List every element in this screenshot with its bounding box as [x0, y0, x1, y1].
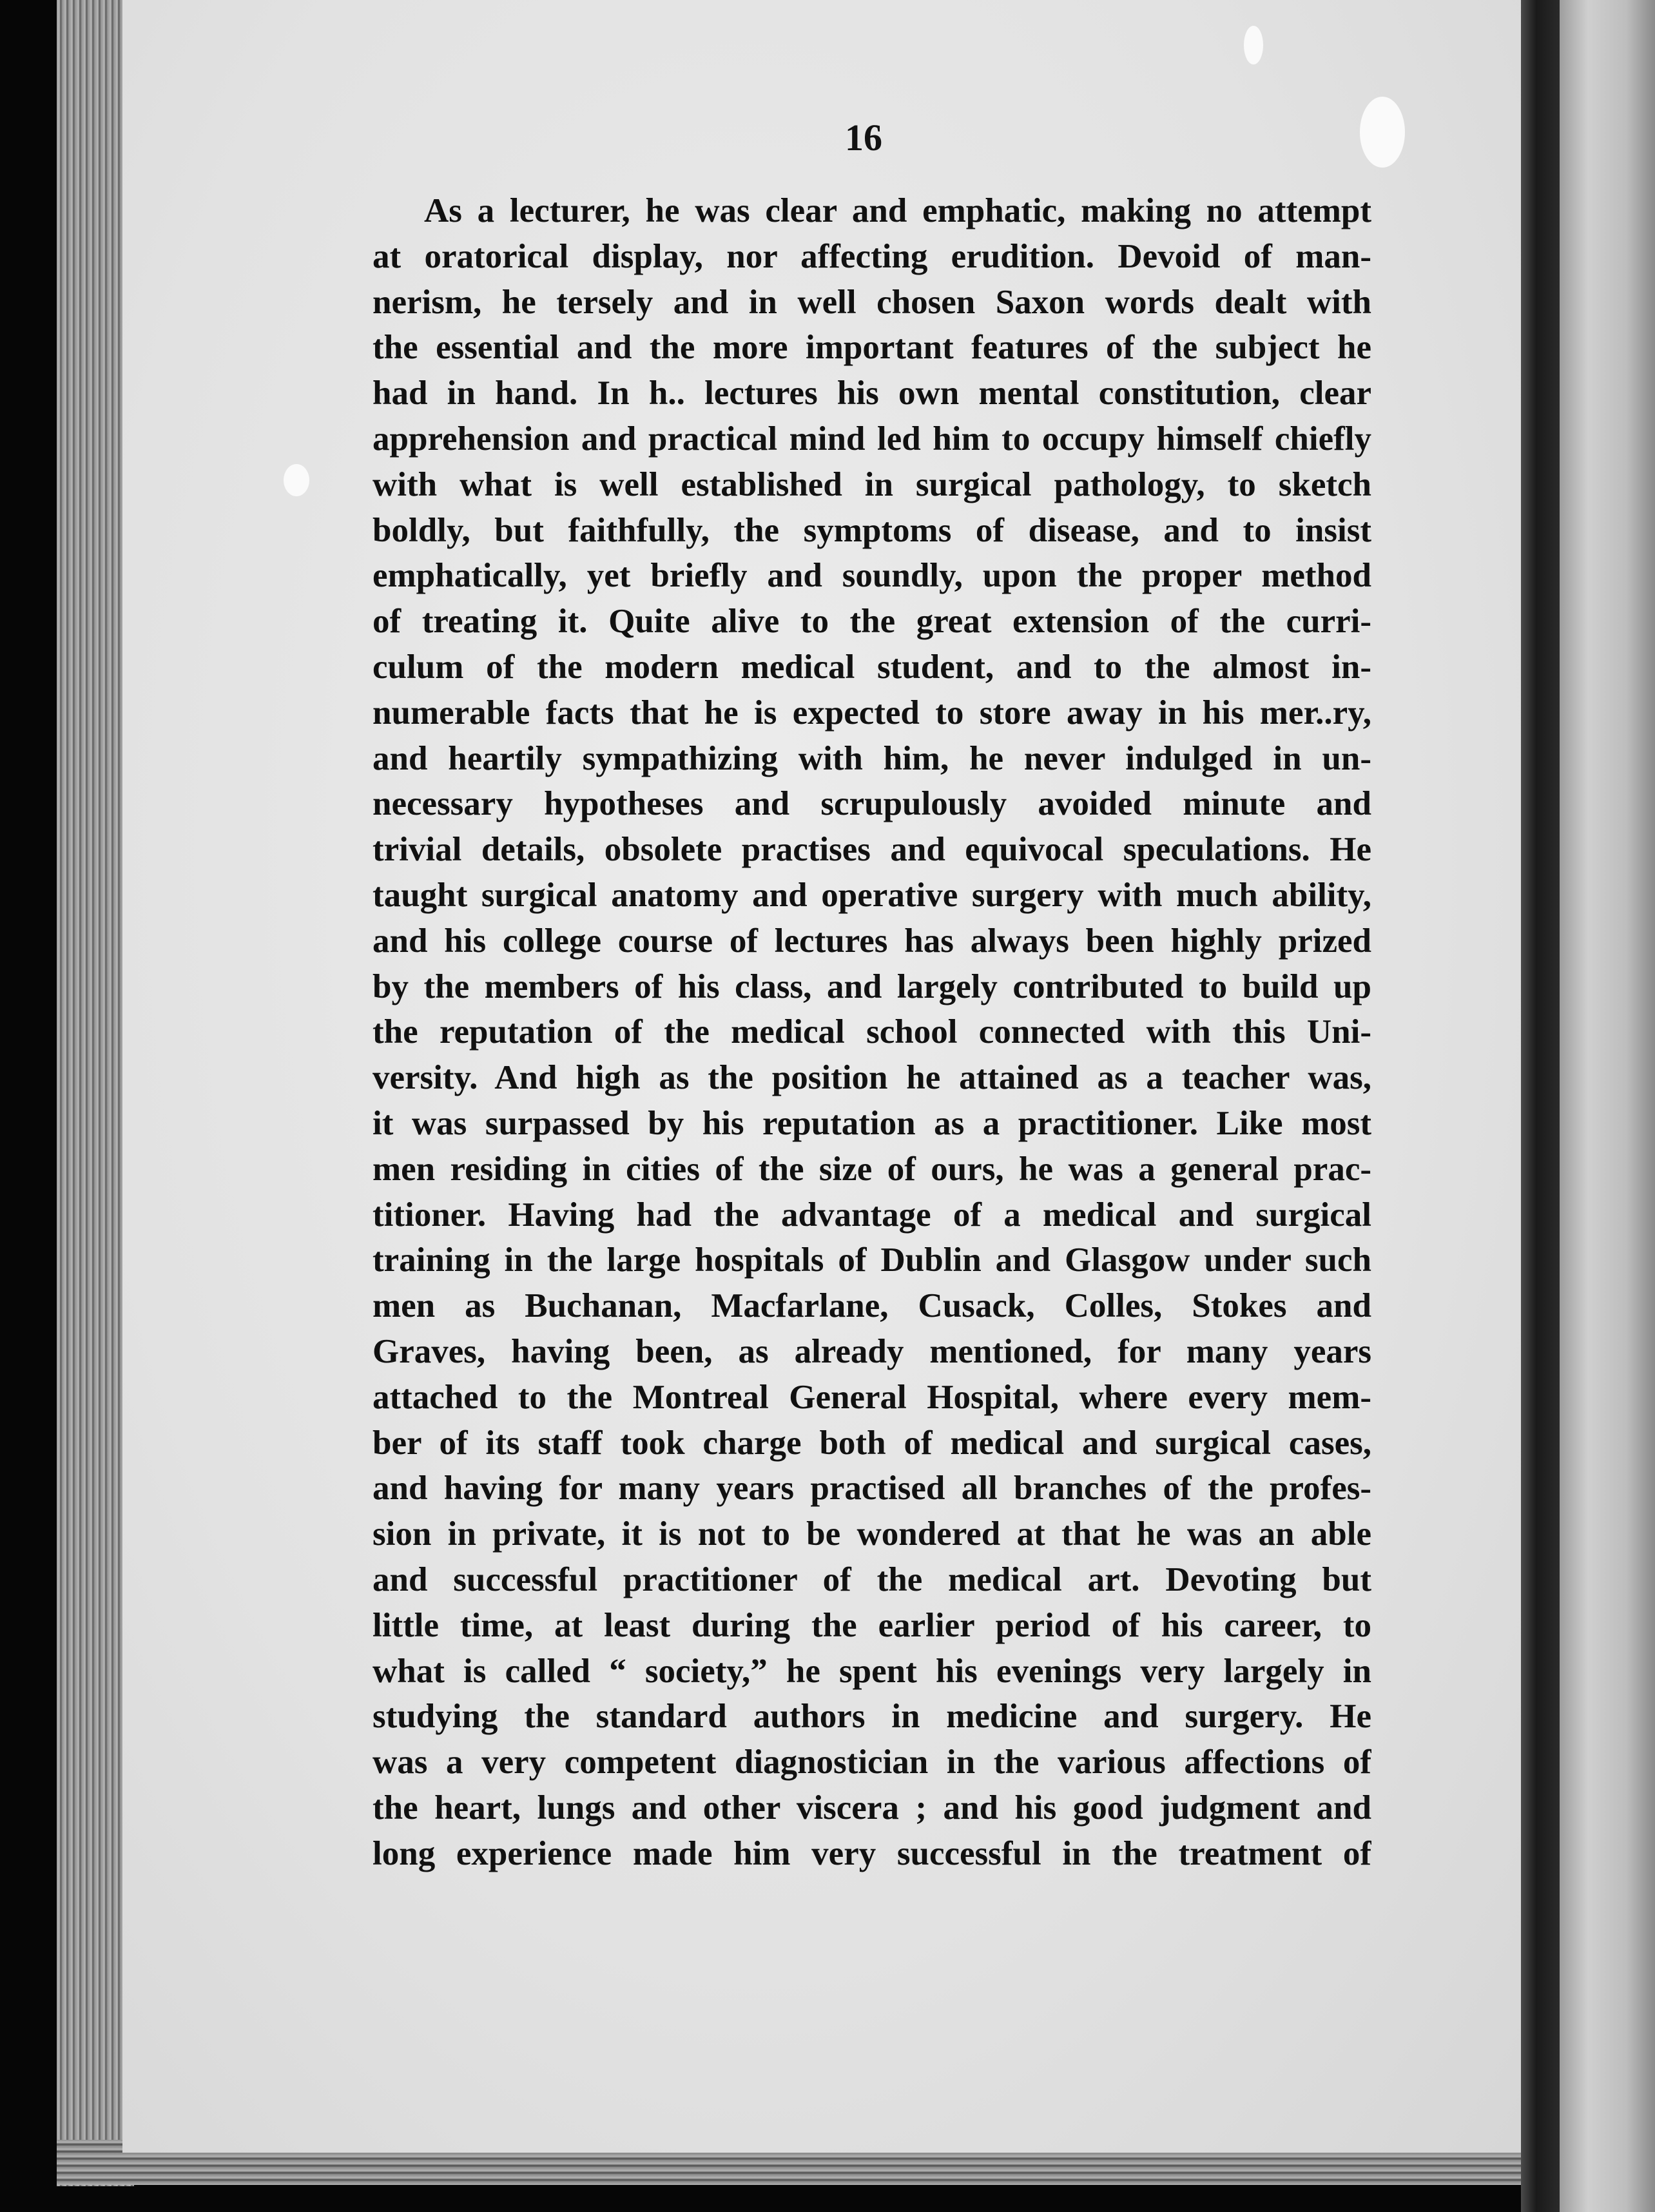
text-line: numerable facts that he is expected to store away in his mer..ry, [373, 694, 1371, 732]
text-line: long experience made him very successful in the treatment of [373, 1834, 1371, 1872]
text-line: culum of the modern medical student, and to the almost in- [373, 648, 1371, 686]
text-line: titioner. Having had the advantage of a medical and surgical [373, 1196, 1371, 1234]
scan-speck [284, 464, 309, 496]
text-line: As a lecturer, he was clear and emphatic, making no attempt [424, 192, 1371, 229]
book-gutter-shadow [1521, 0, 1560, 2212]
text-line: ber of its staff took charge both of medical and surgical cases, [373, 1424, 1371, 1462]
text-line: and heartily sympathizing with him, he never indulged in un- [373, 739, 1371, 777]
text-line: emphatically, yet briefly and soundly, upon the proper method [373, 557, 1371, 595]
text-line: training in the large hospitals of Dublin and Glasgow under such [373, 1241, 1371, 1279]
text-line: men as Buchanan, Macfarlane, Cusack, Colles, Stokes and [373, 1287, 1371, 1325]
text-line: Graves, having been, as already mentioned, for many years [373, 1332, 1371, 1370]
text-line: and successful practitioner of the medical art. Devoting but [373, 1560, 1371, 1598]
text-line: and having for many years practised all branches of the profes- [373, 1470, 1371, 1508]
text-line: the heart, lungs and other viscera ; and his good judgment and [373, 1789, 1371, 1827]
text-line: the reputation of the medical school connected with this Uni- [373, 1013, 1371, 1051]
text-line: by the members of his class, and largely contributed to build up [373, 967, 1371, 1005]
text-line: men residing in cities of the size of ours, he was a general prac- [373, 1150, 1371, 1188]
text-line: trivial details, obsolete practises and equivocal speculations. He [373, 831, 1371, 869]
text-line: the essential and the more important features of the subject he [373, 329, 1371, 367]
text-line: what is called “ society,” he spent his evenings very largely in [373, 1652, 1371, 1690]
text-line: of treating it. Quite alive to the great extension of the curri- [373, 603, 1371, 641]
text-line: studying the standard authors in medicine and surgery. He [373, 1698, 1371, 1736]
text-line: attached to the Montreal General Hospital, where every mem- [373, 1378, 1371, 1416]
adjacent-page-edge [1560, 0, 1655, 2212]
text-line: apprehension and practical mind led him to occupy himself chiefly [373, 420, 1371, 458]
text-line: at oratorical display, nor affecting erudition. Devoid of man- [373, 237, 1371, 275]
page-number: 16 [845, 117, 882, 159]
text-line: boldly, but faithfully, the symptoms of disease, and to insist [373, 511, 1371, 549]
text-line: necessary hypotheses and scrupulously avoided minute and [373, 785, 1371, 823]
scan-speck [1360, 97, 1405, 168]
text-line: taught surgical anatomy and operative surgery with much ability, [373, 876, 1371, 914]
text-line: was a very competent diagnostician in the various affections of [373, 1743, 1371, 1781]
text-line: sion in private, it is not to be wondered at that he was an able [373, 1515, 1371, 1553]
text-line: and his college course of lectures has always been highly prized [373, 922, 1371, 960]
text-line: nerism, he tersely and in well chosen Saxon words dealt with [373, 283, 1371, 321]
text-line: had in hand. In h.. lectures his own mental constitution, clear [373, 374, 1371, 412]
scan-speck [1244, 26, 1263, 64]
text-line: versity. And high as the position he attained as a teacher was, [373, 1059, 1371, 1097]
text-line: with what is well established in surgical pathology, to sketch [373, 465, 1371, 503]
body-paragraph [373, 188, 1371, 1876]
text-line: little time, at least during the earlier period of his career, to [373, 1606, 1371, 1644]
text-line: it was surpassed by his reputation as a practitioner. Like most [373, 1104, 1371, 1142]
